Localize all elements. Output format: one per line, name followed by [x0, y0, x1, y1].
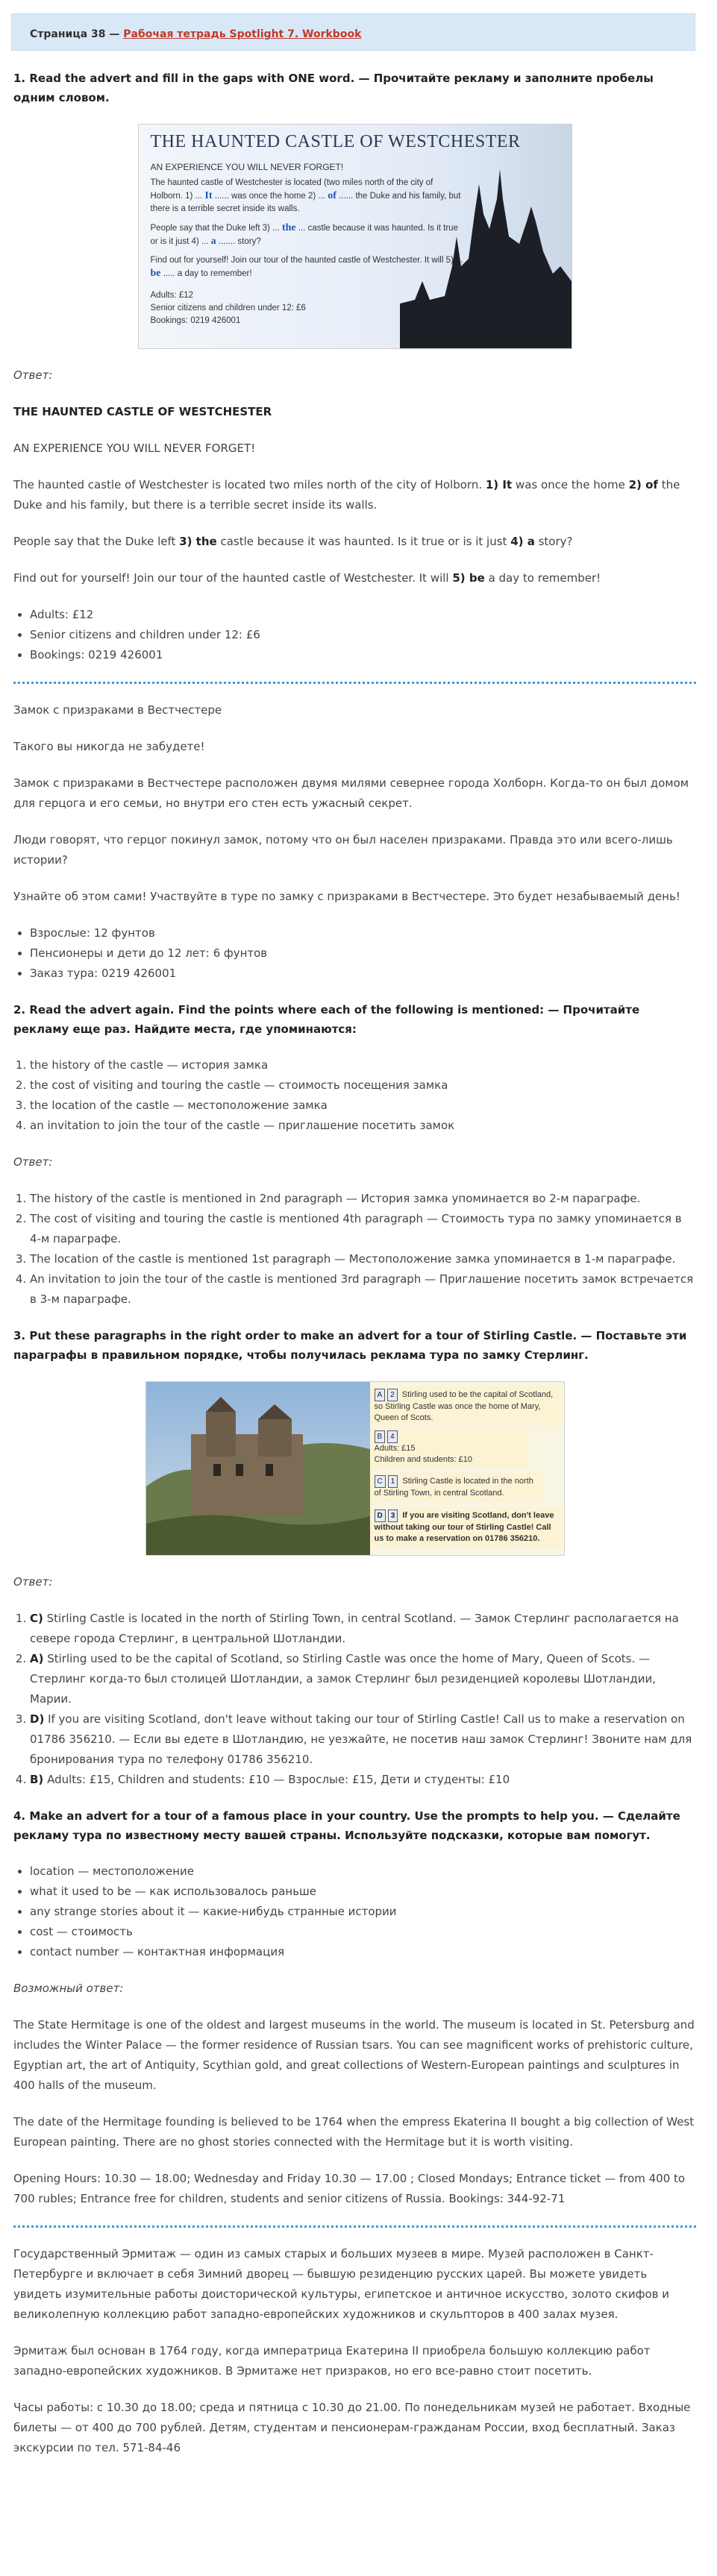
advert-subtitle: AN EXPERIENCE YOU WILL NEVER FORGET!: [150, 162, 344, 172]
section-divider: [13, 2225, 696, 2228]
list-item: 2. the cost of visiting and touring the castle — стоимость посещения замка: [30, 1075, 696, 1096]
haunted-castle-figure: [13, 124, 696, 349]
exercise-2-answer-label: Ответ:: [13, 1155, 53, 1169]
order-number: 4: [387, 1430, 398, 1443]
gap-5-answer: 5) be: [452, 571, 485, 585]
answer-subtitle: AN EXPERIENCE YOU WILL NEVER FORGET!: [13, 442, 256, 455]
answer-text: Stirling Castle is located in the north of Stirling Town, in central Scotland. — Замок Стерлинг располагается на севере города Стерлинг, в центральной Шотландии.: [30, 1612, 679, 1645]
list-item: • Взрослые: 12 фунтов: [30, 923, 696, 943]
paragraph-text: Children and students: £10: [374, 1455, 472, 1464]
translation-paragraph: Замок с призраками в Вестчестере расположен двумя милями севернее города Холборн. Когда-то он был домом для герцога и его семьи, но внутри его стен есть ужасный секрет.: [13, 776, 689, 810]
exercise-4-answer-label: Возможный ответ:: [13, 1982, 124, 1995]
answer-price-list: [13, 605, 696, 665]
list-item: 1. the history of the castle — история замка: [30, 1055, 696, 1075]
answer-paragraph: The date of the Hermitage founding is believed to be 1764 when the empress Ekaterina II bought a big collection of West European painting. There are no ghost stories connected with the Hermitage but it is worth visiting.: [13, 2115, 695, 2149]
list-item: • cost — стоимость: [30, 1922, 696, 1942]
list-item: [30, 1609, 696, 1649]
answer-title: THE HAUNTED CASTLE OF WESTCHESTER: [13, 405, 272, 418]
translation-paragraph: Узнайте об этом сами! Участвуйте в туре по замку с призраками в Вестчестере. Это будет незабываемый день!: [13, 890, 680, 903]
list-item: 1. The history of the castle is mentioned in 2nd paragraph — История замка упоминается во 2-м параграфе.: [30, 1189, 696, 1209]
advert-title: THE HAUNTED CASTLE OF WESTCHESTER: [150, 132, 521, 151]
answer-letter: B): [30, 1773, 44, 1786]
advert-line: Find out for yourself! Join our tour of the haunted castle of Westchester. It will 5) ...: [150, 256, 463, 265]
answer-text: castle because it was haunted. Is it true or is it just: [216, 535, 511, 548]
list-item: 2. The cost of visiting and touring the castle is mentioned 4th paragraph — Стоимость тура по замку упоминается в 4-м параграфе.: [30, 1209, 696, 1249]
paragraph-text: Adults: £15: [374, 1444, 416, 1453]
answer-text: Find out for yourself! Join our tour of the haunted castle of Westchester. It will: [13, 571, 453, 585]
answer-text: Adults: £15, Children and students: £10 — Взрослые: £15, Дети и студенты: £10: [43, 1773, 510, 1786]
answer-text: If you are visiting Scotland, don't leave without taking our tour of Stirling Castle! Call us to make a reservation on 01786 356210. — Если вы едете в Шотландию, не уезжайте, не посетив наш замок Стерлинг! Звоните нам для бронирования тура по телефону 01786 356210.: [30, 1712, 692, 1766]
paragraph-tag: B: [375, 1430, 386, 1443]
answer-letter: A): [30, 1652, 44, 1665]
list-item: • Пенсионеры и дети до 12 лет: 6 фунтов: [30, 943, 696, 964]
page-label: Страница 38 —: [30, 28, 120, 40]
answer-letter: C): [30, 1612, 43, 1625]
answer-text: the Duke and his family, but there is a terrible secret inside its walls.: [13, 478, 680, 512]
answer-paragraph-2: [13, 532, 696, 552]
castle-silhouette-icon: [400, 154, 572, 348]
gap-2-answer: 2) of: [628, 478, 658, 491]
paragraph-card-c: [370, 1473, 543, 1501]
translation-paragraph: Люди говорят, что герцог покинул замок, потому что он был населен призраками. Правда это или всего-лишь истории?: [13, 833, 673, 867]
answer-paragraph-1: [13, 475, 696, 515]
list-item: [30, 1770, 696, 1790]
gap-answer-1: It: [204, 190, 213, 201]
exercise-2-answers: [13, 1189, 696, 1310]
advert-seniors-price: Senior citizens and children under 12: £6: [150, 304, 306, 312]
advert-line: ...... was once the home 2) ...: [214, 192, 325, 201]
paragraph-tag: A: [375, 1389, 386, 1401]
main-content: [13, 69, 696, 2475]
breadcrumb-header: [11, 13, 695, 51]
list-item: [30, 1649, 696, 1709]
translation-paragraph: Эрмитаж был основан в 1764 году, когда императрица Екатерина II приобрела большую коллекцию работ западно-европейских художников. В Эрмитаже нет призраков, но его все-равно стоит посетить.: [13, 2344, 651, 2378]
gap-answer-2: of: [328, 190, 336, 201]
gap-answer-5: be: [150, 268, 161, 279]
exercise-2-items: [13, 1055, 696, 1136]
paragraph-card-b: [370, 1428, 528, 1468]
gap-4-answer: 4) a: [510, 535, 535, 548]
workbook-link[interactable]: Рабочая тетрадь Spotlight 7. Workbook: [123, 28, 362, 40]
gap-answer-4: a: [210, 236, 216, 247]
advert-adults-price: Adults: £12: [150, 291, 194, 300]
section-divider: [13, 682, 696, 684]
answer-paragraph-3: [13, 568, 696, 588]
list-item: • location — местоположение: [30, 1862, 696, 1882]
exercise-1-answer-label: Ответ:: [13, 368, 53, 382]
advert-bookings: Bookings: 0219 426001: [150, 316, 241, 325]
gap-3-answer: 3) the: [179, 535, 217, 548]
list-item: [30, 1709, 696, 1770]
list-item: • any strange stories about it — какие-нибудь странные истории: [30, 1902, 696, 1922]
list-item: 4. An invitation to join the tour of the castle is mentioned 3rd paragraph — Приглашение посетить замок встречается в 3-м параграфе.: [30, 1269, 696, 1310]
advert-line: ... castle because it was haunted. Is it true or is it just 4) ...: [150, 224, 458, 246]
answer-text: a day to remember!: [484, 571, 601, 585]
list-item: 3. the location of the castle — местоположение замка: [30, 1096, 696, 1116]
list-item: • Bookings: 0219 426001: [30, 645, 696, 665]
exercise-3-task: 3. Put these paragraphs in the right order to make an advert for a tour of Stirling Castle. — Поставьте эти параграфы в правильном порядке, чтобы получилась реклама тура по замку Стерлинг.: [13, 1329, 687, 1362]
haunted-castle-advert-image: [138, 124, 572, 349]
exercise-4-prompts: [13, 1862, 696, 1962]
list-item: • Adults: £12: [30, 605, 696, 625]
advert-line: ....... story?: [218, 237, 261, 246]
answer-text: story?: [534, 535, 573, 548]
gap-1-answer: 1) It: [485, 478, 513, 491]
paragraph-text: Stirling used to be the capital of Scotland, so Stirling Castle was once the home of Mary, Queen of Scots.: [374, 1390, 554, 1422]
answer-text: was once the home: [512, 478, 629, 491]
paragraph-card-d: [370, 1507, 563, 1547]
answer-letter: D): [30, 1712, 45, 1726]
translation-paragraph: Часы работы: с 10.30 до 18.00; среда и пятница с 10.30 до 21.00. По понедельникам музей не работает. Входные билеты — от 400 до 700 рублей. Детям, студентам и пенсионерам-гражданам России, вход бесплатный. Заказ экскурсии по тел. 571-84-46: [13, 2401, 691, 2454]
translation-price-list: [13, 923, 696, 984]
list-item: 3. The location of the castle is mentioned 1st paragraph — Местоположение замка упоминается в 1-м параграфе.: [30, 1249, 696, 1269]
list-item: • Senior citizens and children under 12: £6: [30, 625, 696, 645]
order-number: 1: [388, 1475, 398, 1488]
order-number: 3: [388, 1510, 398, 1522]
exercise-1-task: 1. Read the advert and fill in the gaps with ONE word. — Прочитайте рекламу и заполните пробелы одним словом.: [13, 72, 654, 104]
answer-text: People say that the Duke left: [13, 535, 180, 548]
exercise-4-task: 4. Make an advert for a tour of a famous place in your country. Use the prompts to help you. — Сделайте рекламу тура по известному месту вашей страны. Используйте подсказки, которые вам помогут.: [13, 1809, 680, 1842]
exercise-3-answer-label: Ответ:: [13, 1575, 53, 1589]
answer-text: Stirling used to be the capital of Scotland, so Stirling Castle was once the home of Mary, Queen of Scots. — Стерлинг когда-то был столицей Шотландии, а замок Стерлинг был резиденцией королевы Шотландии, Марии.: [30, 1652, 656, 1706]
translation-paragraph: Государственный Эрмитаж — один из самых старых и больших музеев в мире. Музей расположен в Санкт-Петербурге и включает в себя Зимний дворец — бывшую резиденцию русских царей. Вы можете увидеть увидеть изумительные работы доисторической культуры, египетское и античное искусство, золото скифов и великолепную коллекцию работ западно-европейских художников и скульпторов в 400 залах музея.: [13, 2247, 670, 2321]
order-number: 2: [387, 1389, 398, 1401]
answer-paragraph: The State Hermitage is one of the oldest and largest museums in the world. The museum is located in St. Petersburg and includes the Winter Palace — the former residence of Russian tsars. You can see magnificent works of prehistoric culture, Egyptian art, the art of Antiquity, Scythian gold, and great collections of Western-European paintings and sculptures in 400 halls of the museum.: [13, 2018, 695, 2092]
translation-title: Замок с призраками в Вестчестере: [13, 703, 222, 717]
advert-line: The haunted castle of Westchester is located (two miles north of the city of Holborn. 1) ...: [150, 178, 433, 201]
list-item: • Заказ тура: 0219 426001: [30, 964, 696, 984]
paragraph-card-a: [370, 1386, 563, 1426]
list-item: • what it used to be — как использовалось раньше: [30, 1882, 696, 1902]
list-item: • contact number — контактная информация: [30, 1942, 696, 1962]
paragraph-tag: D: [375, 1510, 386, 1522]
advert-line: People say that the Duke left 3) ...: [150, 224, 280, 233]
paragraph-text: Stirling Castle is located in the north of Stirling Town, in central Scotland.: [374, 1477, 533, 1498]
list-item: 4. an invitation to join the tour of the castle — приглашение посетить замок: [30, 1116, 696, 1136]
translation-paragraph: Такого вы никогда не забудете!: [13, 740, 205, 753]
stirling-castle-photo-icon: [146, 1382, 370, 1555]
paragraph-tag: C: [375, 1475, 386, 1488]
advert-line: ...... the Duke and his family, but there is a terrible secret inside its walls.: [150, 192, 461, 213]
stirling-castle-figure: [13, 1381, 696, 1556]
exercise-2-task: 2. Read the advert again. Find the points where each of the following is mentioned: — Прочитайте рекламу еще раз. Найдите места, где упоминаются:: [13, 1003, 640, 1036]
advert-line: ..... a day to remember!: [163, 269, 252, 278]
stirling-castle-advert-image: [145, 1381, 565, 1556]
answer-text: The haunted castle of Westchester is located two miles north of the city of Holborn.: [13, 478, 486, 491]
exercise-3-answers: [13, 1609, 696, 1790]
paragraph-text: If you are visiting Scotland, don't leave without taking our tour of Stirling Castle! Call us to make a reservation on 01786 356210.: [374, 1511, 554, 1543]
gap-answer-3: the: [281, 222, 296, 233]
answer-paragraph: Opening Hours: 10.30 — 18.00; Wednesday and Friday 10.30 — 17.00 ; Closed Mondays; Entrance ticket — from 400 to 700 rubles; Entrance free for children, students and senior citizens of Russia. Bookings: 344-92-71: [13, 2172, 686, 2205]
